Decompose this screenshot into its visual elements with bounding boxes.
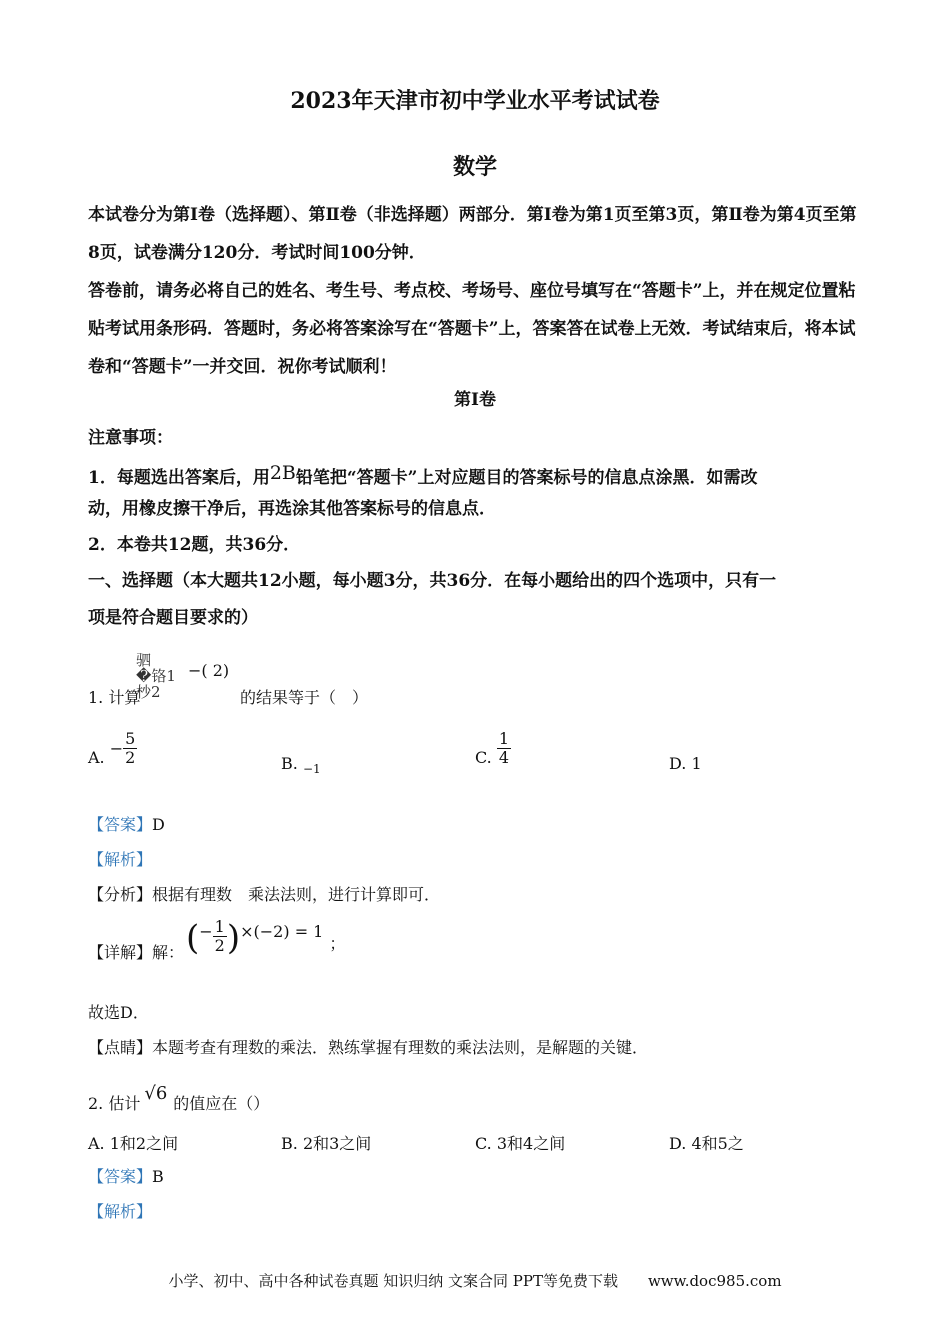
intro-paragraph-1: 本试卷分为第Ⅰ卷（选择题）、第Ⅱ卷（非选择题）两部分．第Ⅰ卷为第1页至第3页，第Ⅱ卷为第4页至第8页，试卷满分120分．考试时间100分钟． [88, 205, 857, 263]
numerator: 1 [214, 917, 225, 936]
q1-garbled-line: �铬1 [136, 667, 176, 685]
analysis-tag: 【解析】 [88, 1202, 153, 1221]
minus-sign: − [199, 922, 213, 941]
q1-expression-rest: −( 2) [188, 661, 230, 680]
q2-stem [88, 1083, 269, 1115]
part-1-instructions-2: 项是符合题目要求的） [88, 608, 258, 628]
fraction [213, 918, 227, 955]
numerator: 1 [498, 729, 510, 748]
q1-answer [88, 814, 165, 836]
note-2: 2．本卷共12题，共36分． [88, 535, 301, 555]
note-1-suffix: 铅笔把“答题卡”上对应题目的答案标号的信息点涂黑．如需改 [295, 468, 758, 488]
denominator: 4 [498, 748, 510, 767]
q2-suffix: 的值应在（） [173, 1094, 270, 1113]
option-value: 4和5之 [691, 1134, 744, 1153]
answer-tag: 【答案】 [88, 1167, 153, 1186]
option-sign: − [109, 739, 124, 758]
q1-fenxi [88, 884, 440, 906]
option-value: 3和4之间 [496, 1134, 566, 1153]
q2-prefix: 2. 估计 [88, 1094, 141, 1113]
q2-answer [88, 1166, 164, 1188]
note-1-prefix: 1．每题选出答案后，用 [88, 468, 270, 488]
q1-suffix: 的结果等于（ ） [240, 688, 369, 707]
q1-option-d [669, 754, 702, 773]
option-label: D. [669, 1134, 687, 1153]
q1-garbled-expression [136, 652, 176, 700]
analysis-tag: 【解析】 [88, 850, 153, 869]
fenxi-tag: 【分析】 [88, 885, 153, 904]
option-value: −1 [302, 762, 321, 776]
xiangjie-rest: ×(−2) = 1 [240, 922, 324, 941]
option-label: B. [281, 1134, 298, 1153]
part-1-instructions: 一、选择题（本大题共12小题，每小题3分，共36分．在每小题给出的四个选项中，只有一 [88, 571, 777, 591]
xiangjie-end: ； [329, 934, 346, 953]
notes-heading: 注意事项： [88, 428, 173, 448]
note-1 [88, 455, 868, 496]
xiangjie-tag: 【详解】 [88, 943, 153, 962]
q1-option-b [281, 754, 321, 776]
option-value: 1和2之间 [109, 1134, 179, 1153]
fraction [497, 730, 511, 767]
q2-radical: √6 [144, 1083, 168, 1104]
q1-dianjing [88, 1037, 648, 1059]
q1-garbled-line: 杪2 [136, 683, 161, 701]
q2-option-c [475, 1131, 565, 1154]
q2-option-d [669, 1131, 744, 1154]
option-label: C. [475, 1134, 492, 1153]
q1-option-a [88, 730, 137, 767]
answer-value: D [152, 815, 165, 834]
q1-xiangjie-math [186, 917, 346, 958]
q1-garbled-line: 驷 [136, 651, 152, 669]
dianjing-tag: 【点睛】 [88, 1038, 153, 1057]
left-paren: ( [186, 918, 200, 958]
exam-subject: 数学 [452, 154, 497, 180]
xiangjie-prefix: 解： [152, 943, 185, 962]
numerator: 5 [125, 729, 136, 748]
dianjing-text: 本题考查有理数的乘法．熟练掌握有理数的乘法法则，是解题的关键． [152, 1038, 649, 1057]
denominator: 2 [214, 936, 225, 955]
fraction [123, 730, 137, 767]
q1-xiangjie [88, 942, 184, 964]
q2-option-b [281, 1131, 371, 1154]
right-paren: ) [226, 918, 241, 958]
intro-paragraph-2: 答卷前，请务必将自己的姓名、考生号、考点校、考场号、座位号填写在“答题卡”上，并在规定位置粘贴考试用条形码．答题时，务必将答案涂写在“答题卡”上，答案答在试卷上无效．考试结束后，将本试卷和“答题卡”一并交回．祝你考试顺利！ [88, 281, 856, 377]
option-label: A. [88, 1134, 105, 1153]
denominator: 2 [125, 748, 136, 767]
note-1-line-2: 动，用橡皮擦干净后，再选涂其他答案标号的信息点． [88, 499, 496, 519]
q1-option-c [475, 730, 511, 767]
section-title: 第Ⅰ卷 [454, 390, 496, 410]
option-value: 1 [691, 754, 702, 773]
option-label: B. [281, 754, 298, 773]
answer-value: B [152, 1167, 164, 1186]
q2-option-a [88, 1131, 178, 1154]
exam-title: 2023年天津市初中学业水平考试试卷 [290, 88, 660, 114]
q1-prefix: 1. 计算 [88, 688, 141, 707]
q2-analysis [88, 1201, 152, 1223]
option-label: D. [669, 754, 687, 773]
answer-tag: 【答案】 [88, 815, 153, 834]
q1-conclusion: 故选D． [88, 1003, 149, 1022]
option-value: 2和3之间 [302, 1134, 372, 1153]
fenxi-text: 根据有理数 乘法法则，进行计算即可． [152, 885, 441, 904]
note-1-2b: 2B [269, 462, 296, 484]
option-label: A. [88, 748, 105, 767]
page-footer: 小学、初中、高中各种试卷真题 知识归纳 文案合同 PPT等免费下载 www.doc985.com [168, 1272, 782, 1290]
option-label: C. [475, 748, 492, 767]
q1-analysis [88, 849, 152, 871]
